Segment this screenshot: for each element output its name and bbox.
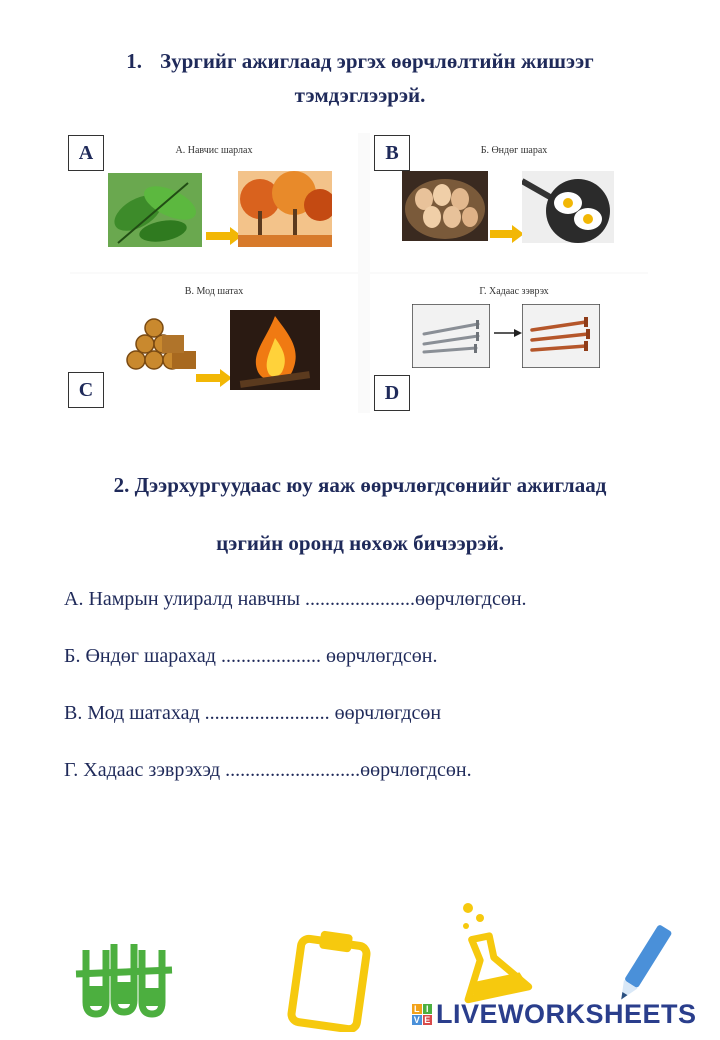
autumn-trees-image bbox=[238, 171, 332, 247]
panel-nails bbox=[370, 274, 658, 413]
panel-wood bbox=[70, 274, 358, 413]
clipboard-icon bbox=[286, 926, 374, 1032]
test-tubes-icon bbox=[74, 930, 174, 1024]
question-1-title bbox=[0, 44, 720, 112]
rusty-nails-image bbox=[522, 304, 600, 368]
arrow-icon bbox=[490, 225, 524, 243]
panel-caption: В. Мод шатах bbox=[184, 286, 244, 297]
green-leaves-image bbox=[108, 173, 202, 247]
clean-nails-image bbox=[412, 304, 490, 368]
picture-grid bbox=[70, 133, 648, 413]
logo-text: LIVEWORKSHEETS bbox=[436, 998, 697, 1029]
panel-caption: А. Навчис шарлах bbox=[175, 145, 253, 156]
raw-eggs-image bbox=[402, 171, 488, 241]
panel-letter-c: C bbox=[68, 372, 104, 408]
arrow-icon bbox=[494, 328, 522, 338]
fried-eggs-image bbox=[522, 171, 614, 243]
answer-line-b[interactable]: Б. Өндөг шарахад .................... өөрчлөгдсөн. bbox=[64, 645, 438, 667]
question-1-number: 1. bbox=[126, 49, 143, 73]
logo-mark-icon: L I V E bbox=[413, 1004, 431, 1025]
panel-letter-b: B bbox=[374, 135, 410, 171]
firewood-logs-image bbox=[122, 312, 198, 374]
answer-line-c[interactable]: В. Мод шатахад ......................... өөрчлөгдсөн bbox=[64, 702, 442, 724]
question-1-line-2: тэмдэглээрэй. bbox=[294, 83, 426, 107]
panel-eggs bbox=[370, 133, 658, 272]
liveworksheets-logo bbox=[412, 996, 697, 1032]
question-2-line-1: 2. Дээрхургуудаас юу яаж өөрчлөгдсөнийг ажиглаад bbox=[113, 473, 607, 497]
question-1-line-1: Зургийг ажиглаад эргэх өөрчлөлтийн жишээг bbox=[160, 49, 594, 73]
panel-caption: Б. Өндөг шарах bbox=[480, 145, 548, 156]
arrow-icon bbox=[196, 369, 232, 387]
panel-letter-d: D bbox=[374, 375, 410, 411]
panel-leaves bbox=[70, 133, 358, 272]
arrow-icon bbox=[206, 227, 242, 245]
answer-line-d[interactable]: Г. Хадаас зэврэхэд ...........................өөрчлөгдсөн. bbox=[64, 759, 472, 781]
flask-icon bbox=[452, 898, 544, 1004]
panel-letter-a: A bbox=[68, 135, 104, 171]
question-2-line-2: цэгийн оронд нөхөж бичээрэй. bbox=[216, 531, 504, 555]
campfire-image bbox=[230, 310, 320, 390]
answer-line-a[interactable]: А. Намрын улиралд навчны ......................өөрчлөгдсөн. bbox=[64, 588, 527, 610]
panel-caption: Г. Хадаас зэврэх bbox=[479, 286, 549, 297]
